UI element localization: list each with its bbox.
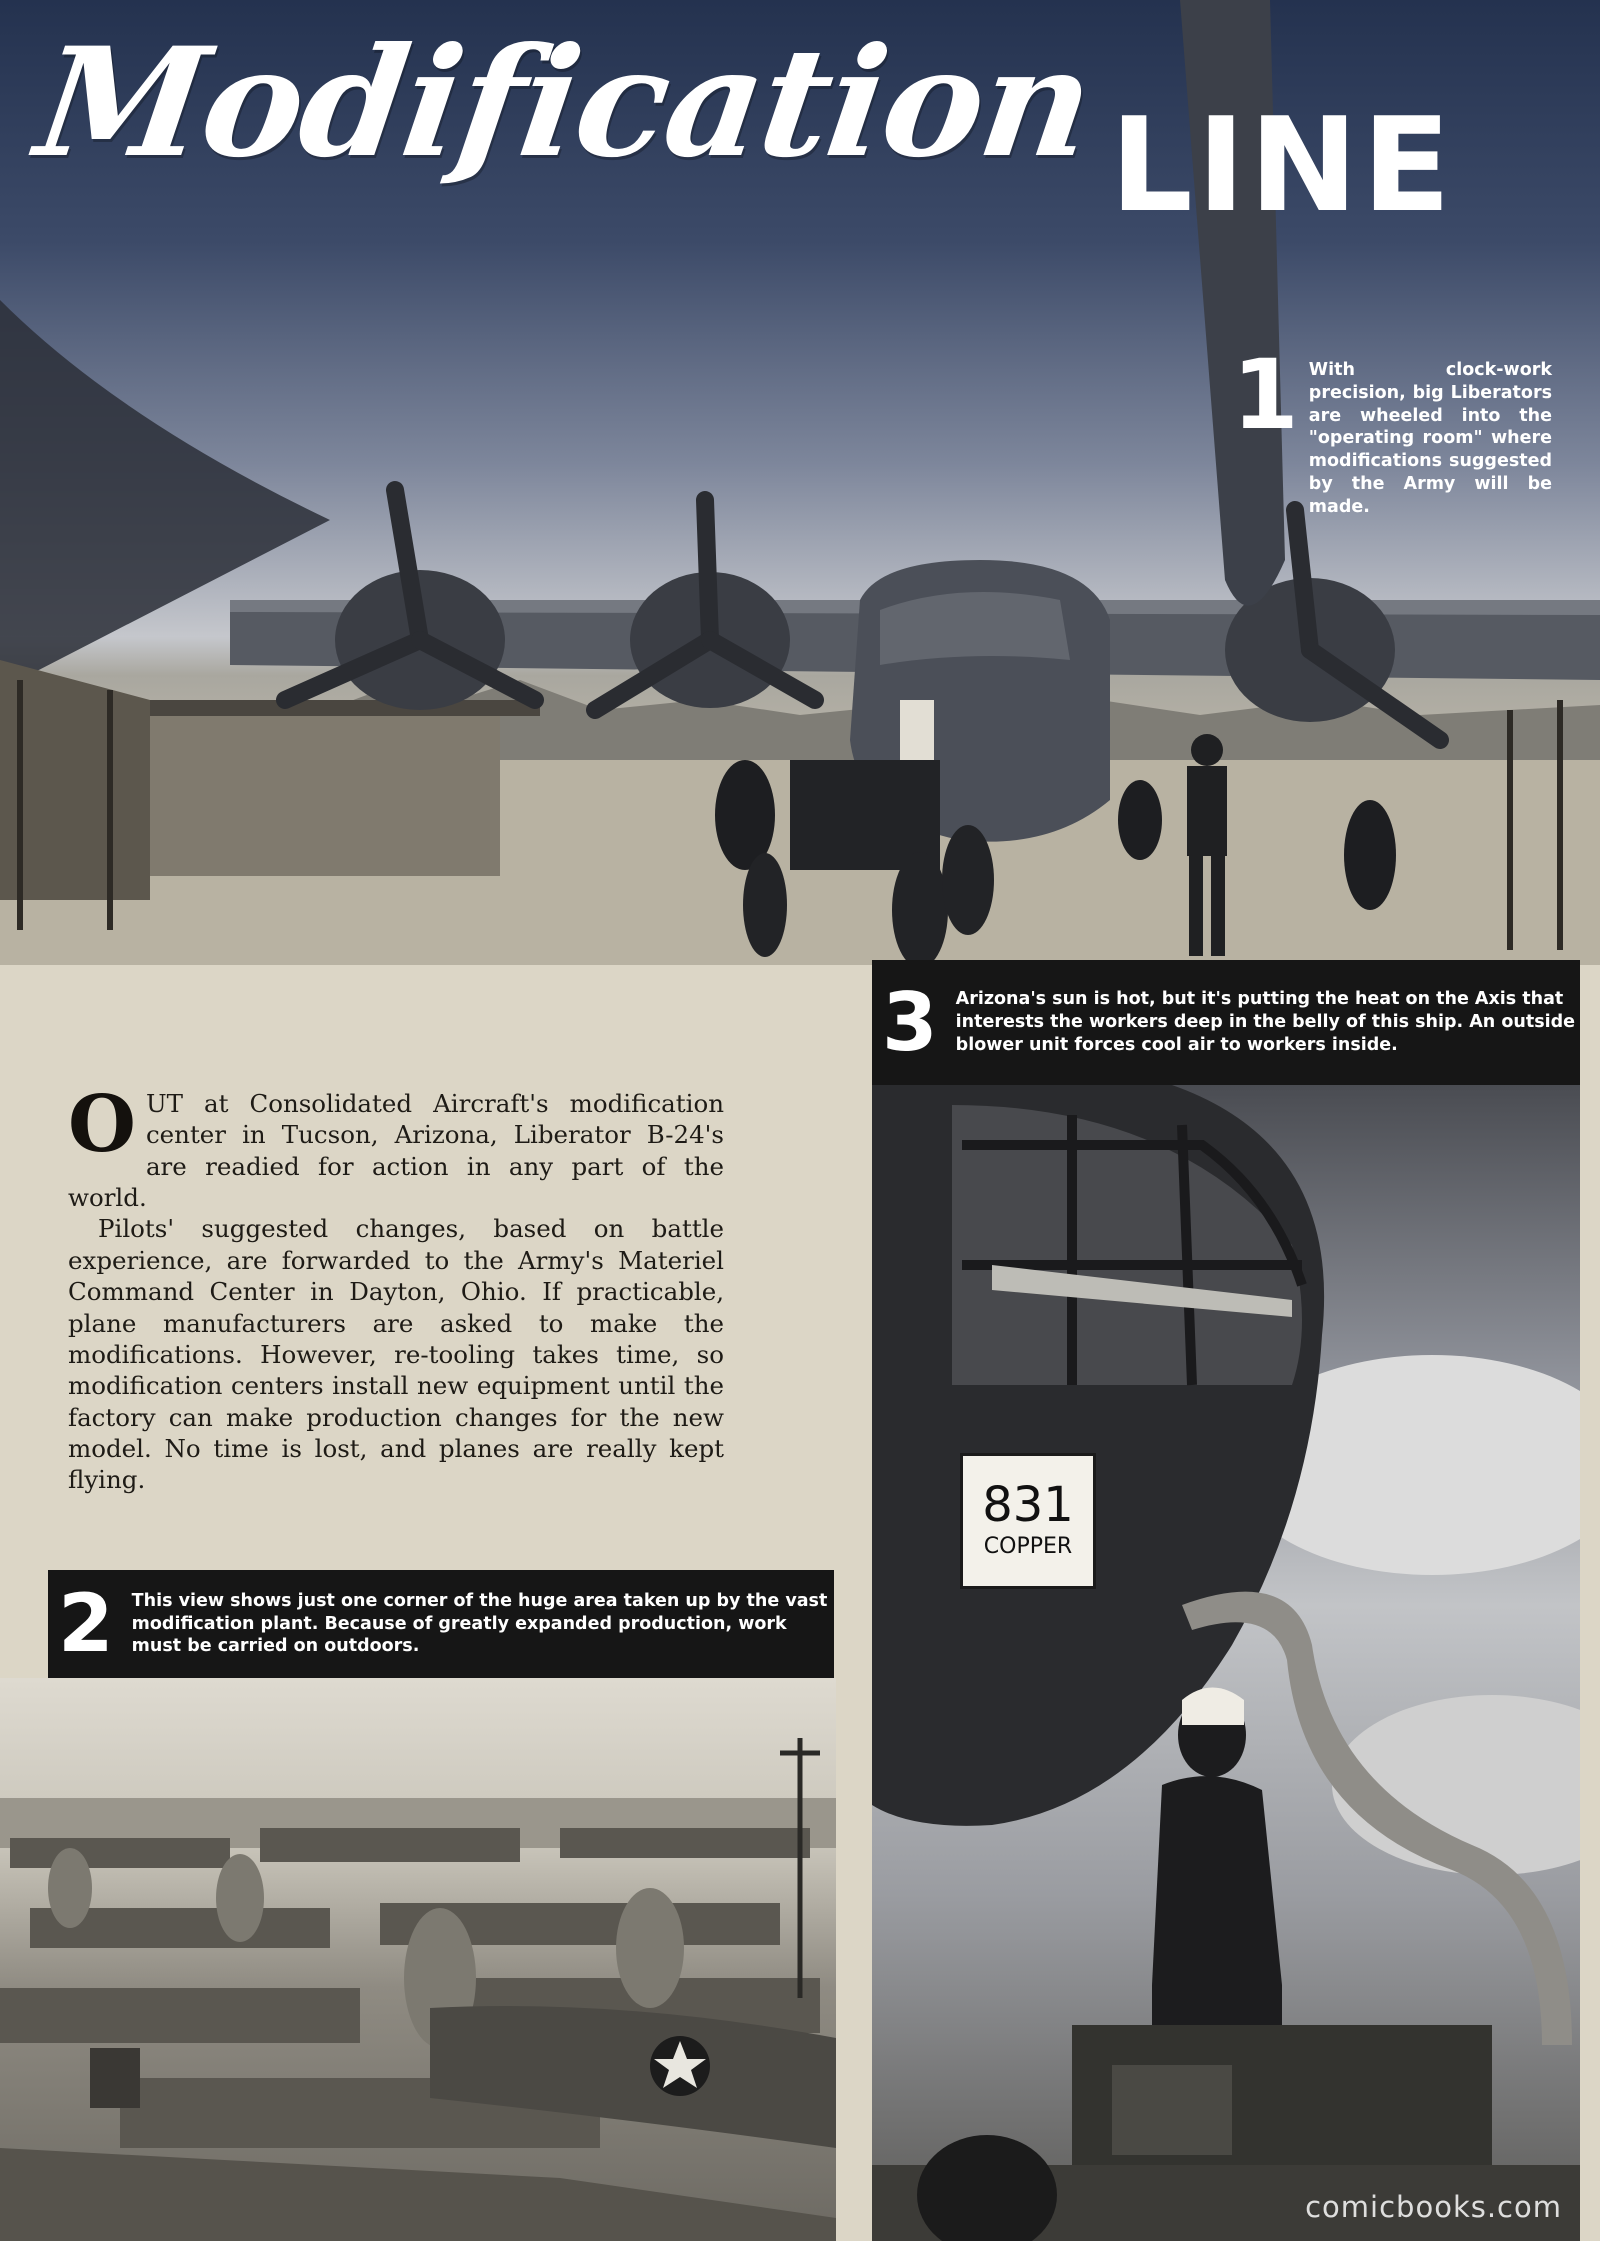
caption-2 [48, 1570, 834, 1678]
article-body [68, 1079, 724, 1496]
caption-1-text: With clock-work precision, big Liberators are wheeled into the "operating room" where modifications suggested by the Army will be made. [1308, 360, 1552, 517]
plate-label: COPPER [983, 1533, 1073, 1559]
photo-nose-turret-worker [872, 1085, 1580, 2241]
caption-2-number: 2 [58, 1577, 114, 1670]
caption-3-text: Arizona's sun is hot, but it's putting the heat on the Axis that interests the workers deep in the belly of this ship. An outside blower unit forces cool air to workers inside. [955, 989, 1575, 1055]
article-paragraph-1 [68, 1079, 724, 1213]
aircraft-number-plate [960, 1453, 1096, 1589]
caption-3 [872, 960, 1580, 1085]
caption-3-number: 3 [882, 975, 938, 1069]
article-paragraph-2: Pilots' suggested changes, based on battle experience, are forwarded to the Army's Materiel Command Center in Dayton, Ohio. If practicable, plane manufacturers are asked to make the modifications. However, re-tooling takes time, so modification centers install new equipment until the factory can make production changes for the new model. No time is lost, and planes are really kept flying. [68, 1214, 724, 1495]
caption-1-number: 1 [1232, 339, 1299, 451]
page-title-script: Modification [27, 15, 1102, 191]
drop-cap: O [68, 1079, 136, 1170]
page-title-block: LINE [1110, 89, 1455, 241]
plate-number: 831 [982, 1476, 1074, 1533]
photo-plant-illustration [0, 1678, 836, 2241]
caption-2-text: This view shows just one corner of the huge area taken up by the vast modification plant. Because of greatly expanded production, work must be carried on outdoors. [131, 1590, 828, 1657]
article-paragraph-1-text: UT at Consolidated Aircraft's modification center in Tucson, Arizona, Liberator B-24's are readied for action in any part of the world. [68, 1089, 724, 1213]
caption-1 [1232, 339, 1552, 518]
watermark-text: comicbooks.com [1305, 2190, 1562, 2224]
photo-modification-plant [0, 1678, 836, 2241]
photo-nose-turret-illustration [872, 1085, 1580, 2241]
photo-liberator-towed [0, 0, 1600, 965]
